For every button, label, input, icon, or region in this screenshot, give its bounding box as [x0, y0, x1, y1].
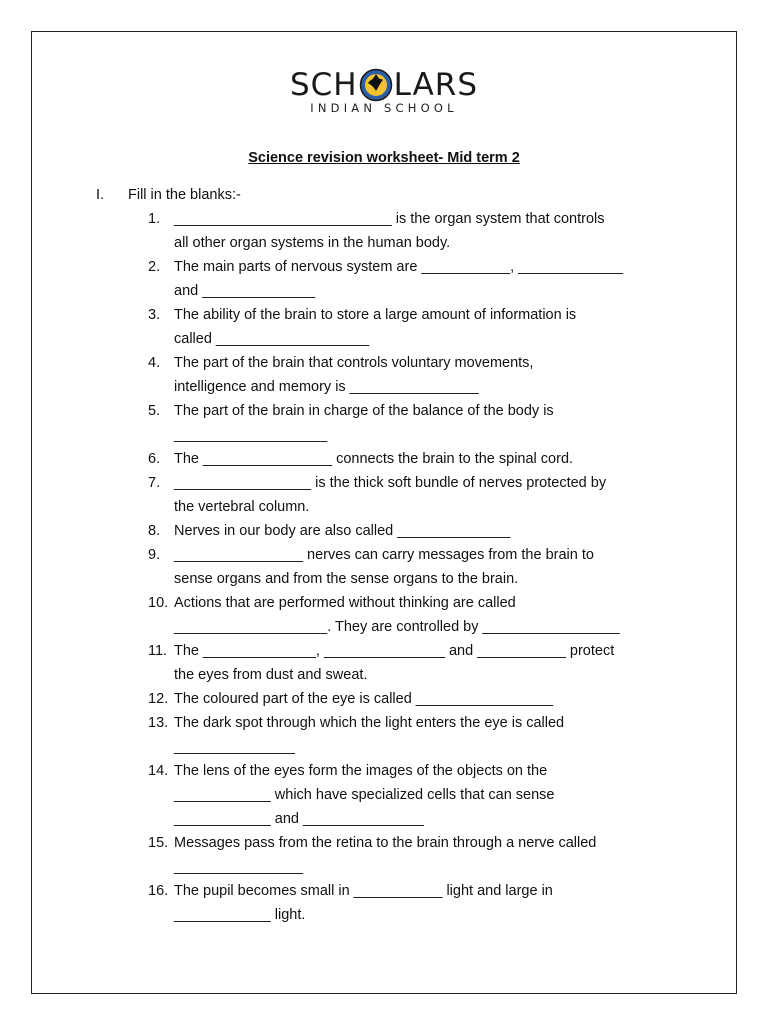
question-number: 3.: [148, 307, 161, 323]
question-number: 5.: [148, 403, 161, 419]
question-item: [148, 303, 693, 351]
question-text: Actions that are performed without thinking are called ___________________. They are controlled by _________________: [174, 595, 620, 635]
question-text: _________________ is the thick soft bundle of nerves protected by the vertebral column.: [174, 475, 607, 515]
question-number: 1.: [148, 211, 161, 227]
section-title: Fill in the blanks:-: [128, 187, 241, 203]
question-number: 10.: [148, 595, 169, 611]
question-number: 2.: [148, 259, 161, 275]
question-text: The pupil becomes small in ___________ light and large in ____________ light.: [174, 883, 553, 923]
question-text: The lens of the eyes form the images of the objects on the ____________ which have specialized cells that can sense ____________ and _______________: [174, 763, 555, 827]
logo-text-left: SCH: [289, 67, 358, 103]
question-item: [148, 639, 693, 687]
worksheet-title: Science revision worksheet- Mid term 2: [248, 150, 520, 166]
question-number: 8.: [148, 523, 161, 539]
question-item: [148, 519, 693, 543]
question-item: [148, 759, 693, 831]
school-logo: [0, 68, 768, 115]
question-text: The main parts of nervous system are ___________, _____________ and ______________: [174, 259, 624, 299]
question-item: [148, 471, 693, 519]
question-number: 4.: [148, 355, 161, 371]
logo-text-right: LARS: [393, 67, 479, 103]
question-item: [148, 255, 693, 303]
logo-wordmark: [290, 68, 478, 102]
question-item: [148, 351, 693, 399]
question-item: [148, 879, 693, 927]
question-number: 12.: [148, 691, 169, 707]
section-heading: [96, 187, 241, 203]
question-item: [148, 831, 693, 879]
globe-emblem-icon: [359, 68, 393, 102]
question-number: 9.: [148, 547, 161, 563]
question-text: The part of the brain that controls voluntary movements, intelligence and memory is ________________: [174, 355, 534, 395]
question-text: The part of the brain in charge of the balance of the body is ___________________: [174, 403, 554, 443]
question-text: ___________________________ is the organ system that controls all other organ systems in the human body.: [174, 211, 605, 251]
question-text: The coloured part of the eye is called _________________: [174, 691, 553, 707]
question-item: [148, 447, 693, 471]
question-text: The ability of the brain to store a large amount of information is called ___________________: [174, 307, 577, 347]
question-item: [148, 207, 693, 255]
question-number: 15.: [148, 835, 169, 851]
question-number: 14.: [148, 763, 169, 779]
question-number: 16.: [148, 883, 169, 899]
section-number: I.: [96, 187, 105, 203]
question-text: The ________________ connects the brain to the spinal cord.: [174, 451, 574, 467]
question-text: Messages pass from the retina to the brain through a nerve called ________________: [174, 835, 597, 875]
question-item: [148, 687, 693, 711]
question-text: Nerves in our body are also called ______________: [174, 523, 511, 539]
question-number: 6.: [148, 451, 161, 467]
question-item: [148, 399, 693, 447]
question-item: [148, 711, 693, 759]
logo-subtitle: INDIAN SCHOOL: [310, 101, 458, 115]
question-item: [148, 591, 693, 639]
question-text: ________________ nerves can carry messages from the brain to sense organs and from the sense organs to the brain.: [174, 547, 594, 587]
question-number: 11.: [148, 643, 168, 659]
question-item: [148, 543, 693, 591]
question-number: 7.: [148, 475, 161, 491]
question-text: The dark spot through which the light enters the eye is called _______________: [174, 715, 565, 755]
question-number: 13.: [148, 715, 169, 731]
question-list: [148, 207, 693, 927]
question-text: The ______________, _______________ and ___________ protect the eyes from dust and sweat.: [174, 643, 615, 683]
